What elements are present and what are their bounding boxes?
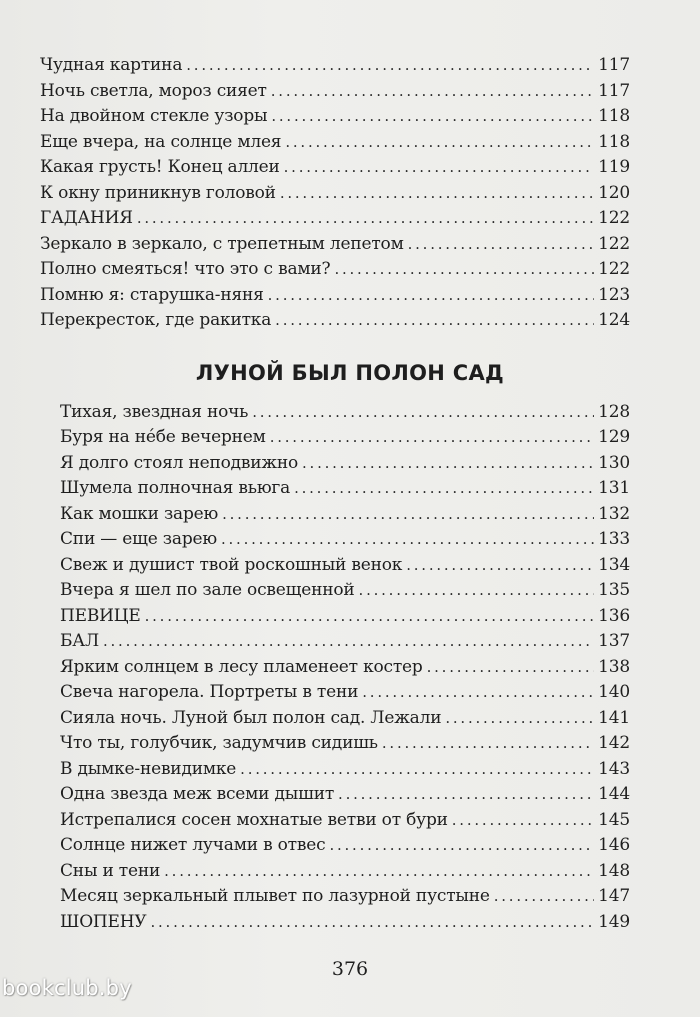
dot-leader [270, 428, 594, 446]
toc-entry [40, 208, 630, 234]
dot-leader [302, 454, 594, 472]
toc-section-winter [40, 55, 630, 336]
toc-entry-title: Ярким солнцем в лесу пламенеет костер [60, 656, 423, 677]
toc-entry-title: Полно смеяться! что это с вами? [40, 259, 331, 279]
toc-entry-page: 140 [598, 682, 630, 702]
toc-entry [40, 402, 630, 428]
toc-entry-page: 120 [598, 182, 630, 203]
toc-entry-page: 122 [598, 233, 630, 254]
dot-leader [284, 158, 595, 176]
page-number: 376 [331, 958, 369, 980]
toc-entry-page: 119 [598, 157, 630, 177]
toc-entry-page: 147 [598, 886, 630, 906]
toc-entry-page: 138 [598, 656, 630, 677]
toc-entry [40, 682, 630, 708]
toc-entry-page: 117 [598, 55, 630, 75]
toc-entry-title: На двойном стекле узоры [40, 106, 268, 126]
dot-leader [268, 286, 595, 304]
dot-leader [137, 209, 594, 227]
toc-entry [40, 259, 630, 285]
dot-leader [222, 505, 594, 523]
toc-entry-title: Сияла ночь. Луной был полон сад. Лежали [60, 707, 442, 728]
toc-entry-page: 132 [598, 503, 630, 524]
dot-leader [382, 734, 594, 752]
dot-leader [150, 913, 594, 931]
toc-entry-page: 129 [598, 427, 630, 447]
dot-leader [240, 760, 594, 778]
toc-entry [40, 106, 630, 132]
toc-entry [40, 912, 630, 938]
toc-entry [40, 478, 630, 504]
toc-entry-title: В дымке-невидимке [60, 758, 237, 779]
toc-entry [40, 427, 630, 453]
toc-entry [40, 886, 630, 912]
toc-entry-title: Что ты, голубчик, задумчив сидишь [60, 733, 378, 753]
toc-section-moon-garden [40, 402, 630, 938]
dot-leader [359, 581, 595, 599]
toc-entry-title: Истрепалися сосен мохнатые ветви от бури [60, 809, 448, 830]
dot-leader [427, 658, 595, 676]
dot-leader [334, 260, 594, 278]
dot-leader [103, 632, 594, 650]
toc-entry-title: Свеча нагорела. Портреты в тени [60, 682, 359, 702]
dot-leader [445, 709, 594, 727]
toc-entry-page: 146 [598, 835, 630, 855]
toc-entry-page: 141 [598, 707, 630, 728]
toc-entry-page: 148 [598, 860, 630, 881]
toc-entry [40, 132, 630, 158]
toc-entry [40, 784, 630, 810]
toc-entry [40, 759, 630, 785]
toc-entry [40, 810, 630, 836]
dot-leader [406, 556, 594, 574]
toc-entry [40, 555, 630, 581]
dot-leader [275, 311, 594, 329]
toc-entry [40, 55, 630, 81]
toc-entry-title: Месяц зеркальный плывет по лазурной пустыне [60, 886, 490, 906]
dot-leader [271, 82, 594, 100]
toc-entry-title: К окну приникнув головой [40, 182, 276, 203]
toc-entry-page: 135 [598, 580, 630, 600]
dot-leader [408, 235, 595, 253]
toc-entry-page: 130 [598, 452, 630, 473]
toc-entry-title: Еще вчера, на солнце млея [40, 131, 282, 152]
toc-entry-title: ГАДАНИЯ [40, 208, 133, 228]
toc-entry [40, 835, 630, 861]
toc-entry-title: Я долго стоял неподвижно [60, 452, 298, 473]
toc-entry [40, 310, 630, 336]
toc-entry-title: Шумела полночная вьюга [60, 478, 291, 498]
toc-entry [40, 234, 630, 260]
dot-leader [271, 107, 594, 125]
toc-entry-title: ШОПЕНУ [60, 911, 147, 932]
toc-entry-title: Зеркало в зеркало, с трепетным лепетом [40, 233, 404, 254]
toc-entry-page: 124 [598, 310, 630, 330]
toc-entry-title: Буря на нéбе вечернем [60, 427, 266, 447]
dot-leader [145, 607, 595, 625]
toc-entry-page: 128 [598, 401, 630, 422]
toc-entry [40, 504, 630, 530]
dot-leader [362, 683, 594, 701]
dot-leader [186, 56, 594, 74]
toc-entry-page: 118 [598, 106, 630, 126]
toc-entry [40, 861, 630, 887]
toc-entry-title: Вчера я шел по зале освещенной [60, 580, 355, 600]
table-of-contents [40, 55, 630, 937]
toc-entry-page: 145 [598, 809, 630, 830]
toc-entry [40, 183, 630, 209]
toc-entry [40, 81, 630, 107]
toc-entry-title: Перекресток, где ракитка [40, 310, 272, 330]
toc-entry-title: БАЛ [60, 631, 99, 651]
toc-entry [40, 657, 630, 683]
toc-entry-title: Чудная картина [40, 55, 183, 75]
toc-entry-title: Помню я: старушка-няня [40, 284, 264, 305]
toc-entry-title: Сны и тени [60, 860, 161, 881]
toc-entry-page: 149 [598, 911, 630, 932]
dot-leader [221, 530, 594, 548]
toc-entry-page: 136 [598, 605, 630, 626]
dot-leader [494, 887, 594, 905]
dot-leader [338, 785, 594, 803]
dot-leader [294, 479, 594, 497]
dot-leader [252, 403, 594, 421]
toc-entry-title: Спи — еще зарею [60, 529, 217, 549]
toc-entry [40, 529, 630, 555]
toc-entry-page: 118 [598, 131, 630, 152]
toc-entry [40, 606, 630, 632]
toc-entry-page: 143 [598, 758, 630, 779]
toc-entry-page: 144 [598, 784, 630, 804]
section-heading: ЛУНОЙ БЫЛ ПОЛОН САД [195, 360, 505, 385]
toc-entry-page: 133 [598, 529, 630, 549]
toc-entry-title: Ночь светла, мороз сияет [40, 80, 267, 101]
toc-entry-page: 134 [598, 554, 630, 575]
toc-entry [40, 157, 630, 183]
toc-entry-page: 137 [598, 631, 630, 651]
toc-entry [40, 580, 630, 606]
toc-entry-page: 117 [598, 80, 630, 101]
toc-entry [40, 631, 630, 657]
toc-entry-title: Тихая, звездная ночь [60, 401, 249, 422]
toc-entry-page: 122 [598, 208, 630, 228]
dot-leader [164, 862, 594, 880]
toc-entry-title: Как мошки зарею [60, 503, 219, 524]
toc-entry-title: ПЕВИЦЕ [60, 605, 141, 626]
toc-entry-title: Солнце нижет лучами в отвес [60, 835, 326, 855]
toc-entry [40, 708, 630, 734]
dot-leader [285, 133, 594, 151]
toc-entry-page: 123 [598, 284, 630, 305]
toc-entry [40, 453, 630, 479]
toc-entry-page: 142 [598, 733, 630, 753]
toc-entry-title: Какая грусть! Конец аллеи [40, 157, 280, 177]
watermark: bookclub.by [2, 976, 132, 1000]
toc-entry [40, 733, 630, 759]
dot-leader [329, 836, 594, 854]
toc-entry-page: 131 [598, 478, 630, 498]
toc-entry-title: Одна звезда меж всеми дышит [60, 784, 335, 804]
toc-entry [40, 285, 630, 311]
dot-leader [280, 184, 594, 202]
toc-entry-title: Свеж и душист твой роскошный венок [60, 554, 403, 575]
toc-entry-page: 122 [598, 259, 630, 279]
dot-leader [452, 811, 594, 829]
